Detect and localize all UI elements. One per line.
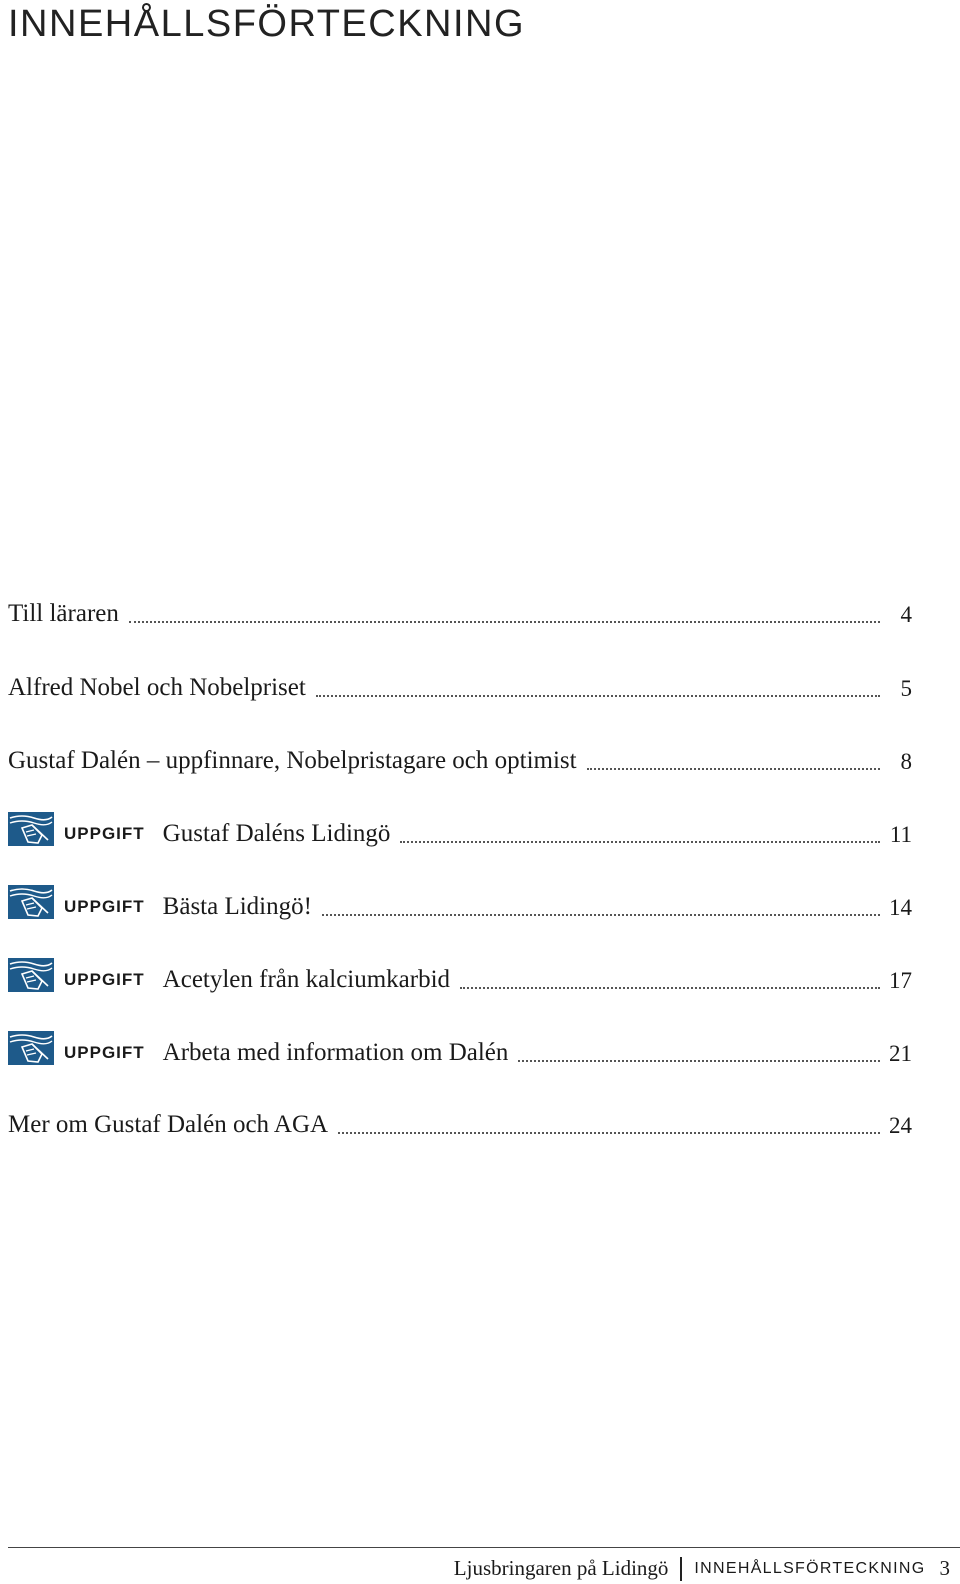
toc-entry-title: Gustaf Dalén – uppfinnare, Nobelpristagare och optimist (8, 747, 577, 774)
toc-entry-title: Till läraren (8, 600, 119, 627)
toc-entry-title: Alfred Nobel och Nobelpriset (8, 674, 306, 701)
toc-entry-page: 5 (900, 676, 912, 701)
toc-entry-title: Bästa Lidingö! (162, 893, 312, 920)
task-tag: UPPGIFT (64, 897, 145, 916)
dot-leader (129, 621, 880, 623)
toc-entry-title: Acetylen från kalciumkarbid (162, 966, 451, 993)
toc-entry-dalens-lidingo[interactable] (8, 808, 912, 848)
hand-writing-icon (8, 812, 54, 846)
footer-separator (680, 1557, 682, 1581)
toc-entry-title: Mer om Gustaf Dalén och AGA (8, 1111, 329, 1138)
dot-leader (316, 695, 880, 697)
page-heading: INNEHÅLLSFÖRTECKNING (8, 3, 526, 45)
toc-entry-page: 24 (889, 1113, 912, 1138)
dot-leader (400, 841, 880, 843)
toc-entry-page: 11 (889, 822, 912, 847)
task-tag: UPPGIFT (64, 970, 145, 989)
footer-rule (8, 1547, 960, 1548)
toc-entry-alfred-nobel[interactable] (8, 662, 912, 702)
dot-leader (338, 1132, 880, 1134)
footer-page-number: 3 (939, 1556, 950, 1580)
toc-entry-arbeta-med-information[interactable] (8, 1027, 912, 1067)
dot-leader (587, 768, 880, 770)
page-footer (454, 1556, 950, 1581)
toc-entry-acetylen[interactable] (8, 954, 912, 994)
hand-writing-icon (8, 885, 54, 919)
dot-leader (460, 987, 880, 989)
toc-entry-page: 4 (900, 602, 912, 627)
toc-entry-till-lararen[interactable] (8, 588, 912, 628)
toc-entry-title: Arbeta med information om Dalén (162, 1039, 509, 1066)
toc-entry-page: 21 (889, 1041, 912, 1066)
toc-entry-gustaf-dalen[interactable] (8, 735, 912, 775)
footer-section: INNEHÅLLSFÖRTECKNING (694, 1559, 926, 1577)
dot-leader (322, 914, 880, 916)
toc-entry-page: 14 (889, 895, 912, 920)
task-tag: UPPGIFT (64, 824, 145, 843)
toc-entry-page: 8 (900, 749, 912, 774)
task-tag: UPPGIFT (64, 1043, 145, 1062)
toc-entry-basta-lidingo[interactable] (8, 881, 912, 921)
toc-entry-title: Gustaf Daléns Lidingö (162, 820, 391, 847)
hand-writing-icon (8, 1031, 54, 1065)
footer-book-title: Ljusbringaren på Lidingö (453, 1556, 669, 1580)
hand-writing-icon (8, 958, 54, 992)
toc-entry-page: 17 (889, 968, 912, 993)
dot-leader (518, 1060, 880, 1062)
toc-entry-mer-om-dalen[interactable] (8, 1099, 912, 1139)
